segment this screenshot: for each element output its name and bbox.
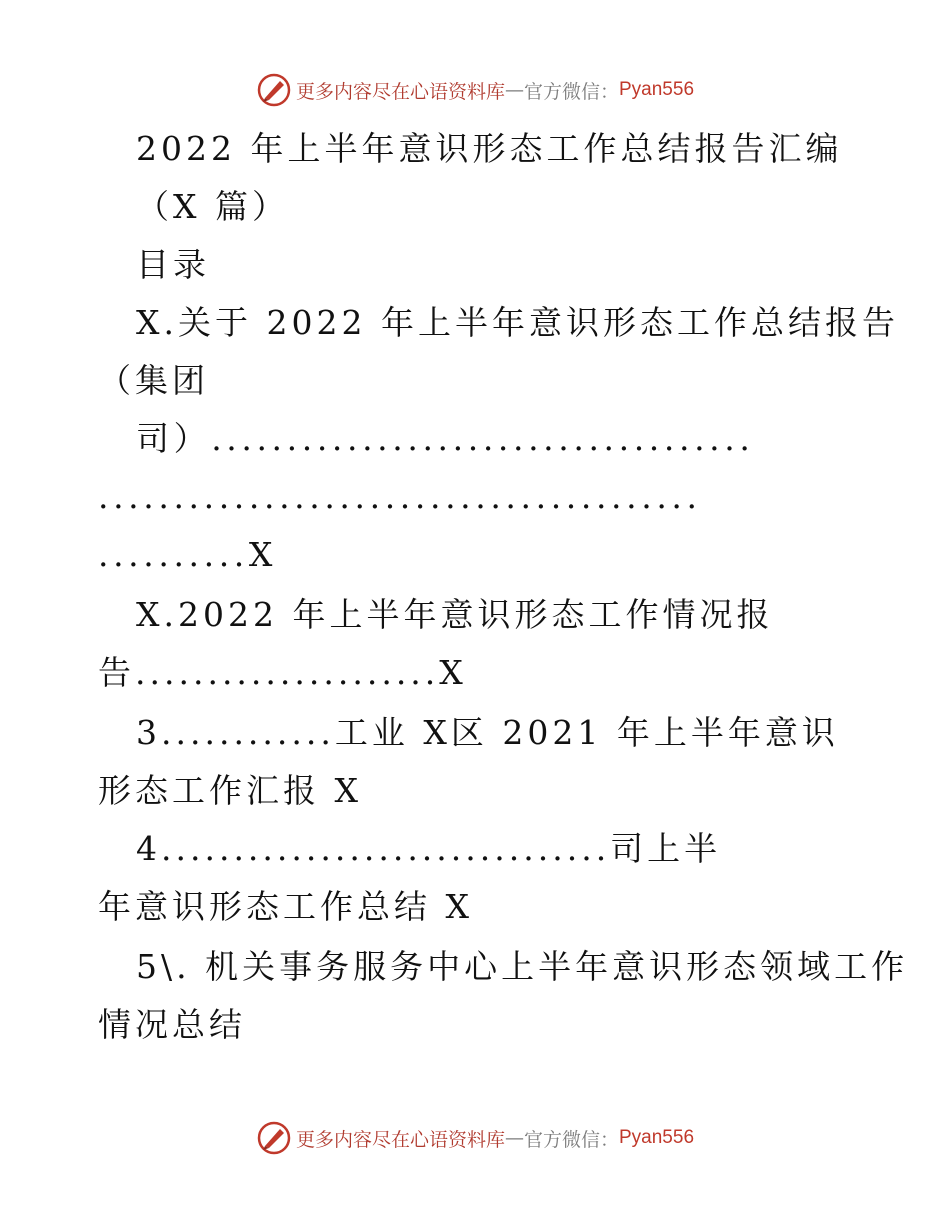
toc-item-3: 3............工业 X区 2021 年上半年意识 <box>136 713 839 752</box>
pen-logo-icon <box>256 72 292 108</box>
toc-item-5: 5\. 机关事务服务中心上半年意识形态领域工作 <box>136 947 909 986</box>
banner-lead-text: 更多内容尽在心语资料库 <box>295 80 505 103</box>
doc-title-count: （X 篇） <box>136 187 289 226</box>
banner-dash: — <box>504 1127 524 1149</box>
pen-logo-icon <box>256 1120 292 1156</box>
toc-item-5-cont: 情况总结 <box>98 1005 246 1044</box>
watermark-banner-top <box>0 70 950 110</box>
banner-official-text: 官方微信： <box>523 80 619 103</box>
toc-item-1-leader: ........................................ <box>98 477 702 516</box>
toc-item-1-cont: 司）.................................... <box>136 419 755 458</box>
doc-title: 2022 年上半年意识形态工作总结报告汇编 <box>136 129 843 168</box>
banner-wechat-id: Pyan556 <box>619 79 695 100</box>
toc-heading: 目录 <box>136 245 210 284</box>
toc-item-1-cont: （集团 <box>98 361 209 400</box>
toc-item-2: X.2022 年上半年意识形态工作情况报 <box>136 595 774 634</box>
banner-dash: — <box>504 79 524 101</box>
toc-item-3-cont: 形态工作汇报 X <box>98 771 362 810</box>
toc-item-4-cont: 年意识形态工作总结 X <box>98 887 473 926</box>
toc-item-2-cont: 告.....................X <box>98 653 467 692</box>
banner-wechat-id: Pyan556 <box>619 1127 695 1148</box>
banner-official-text: 官方微信： <box>523 1128 619 1151</box>
banner-lead-text: 更多内容尽在心语资料库 <box>295 1128 505 1151</box>
toc-item-1: X.关于 2022 年上半年意识形态工作总结报告 <box>136 303 899 342</box>
toc-item-1-page: ..........X <box>98 535 277 574</box>
toc-item-4: 4...............................司上半 <box>136 829 722 868</box>
watermark-banner-bottom <box>0 1118 950 1158</box>
